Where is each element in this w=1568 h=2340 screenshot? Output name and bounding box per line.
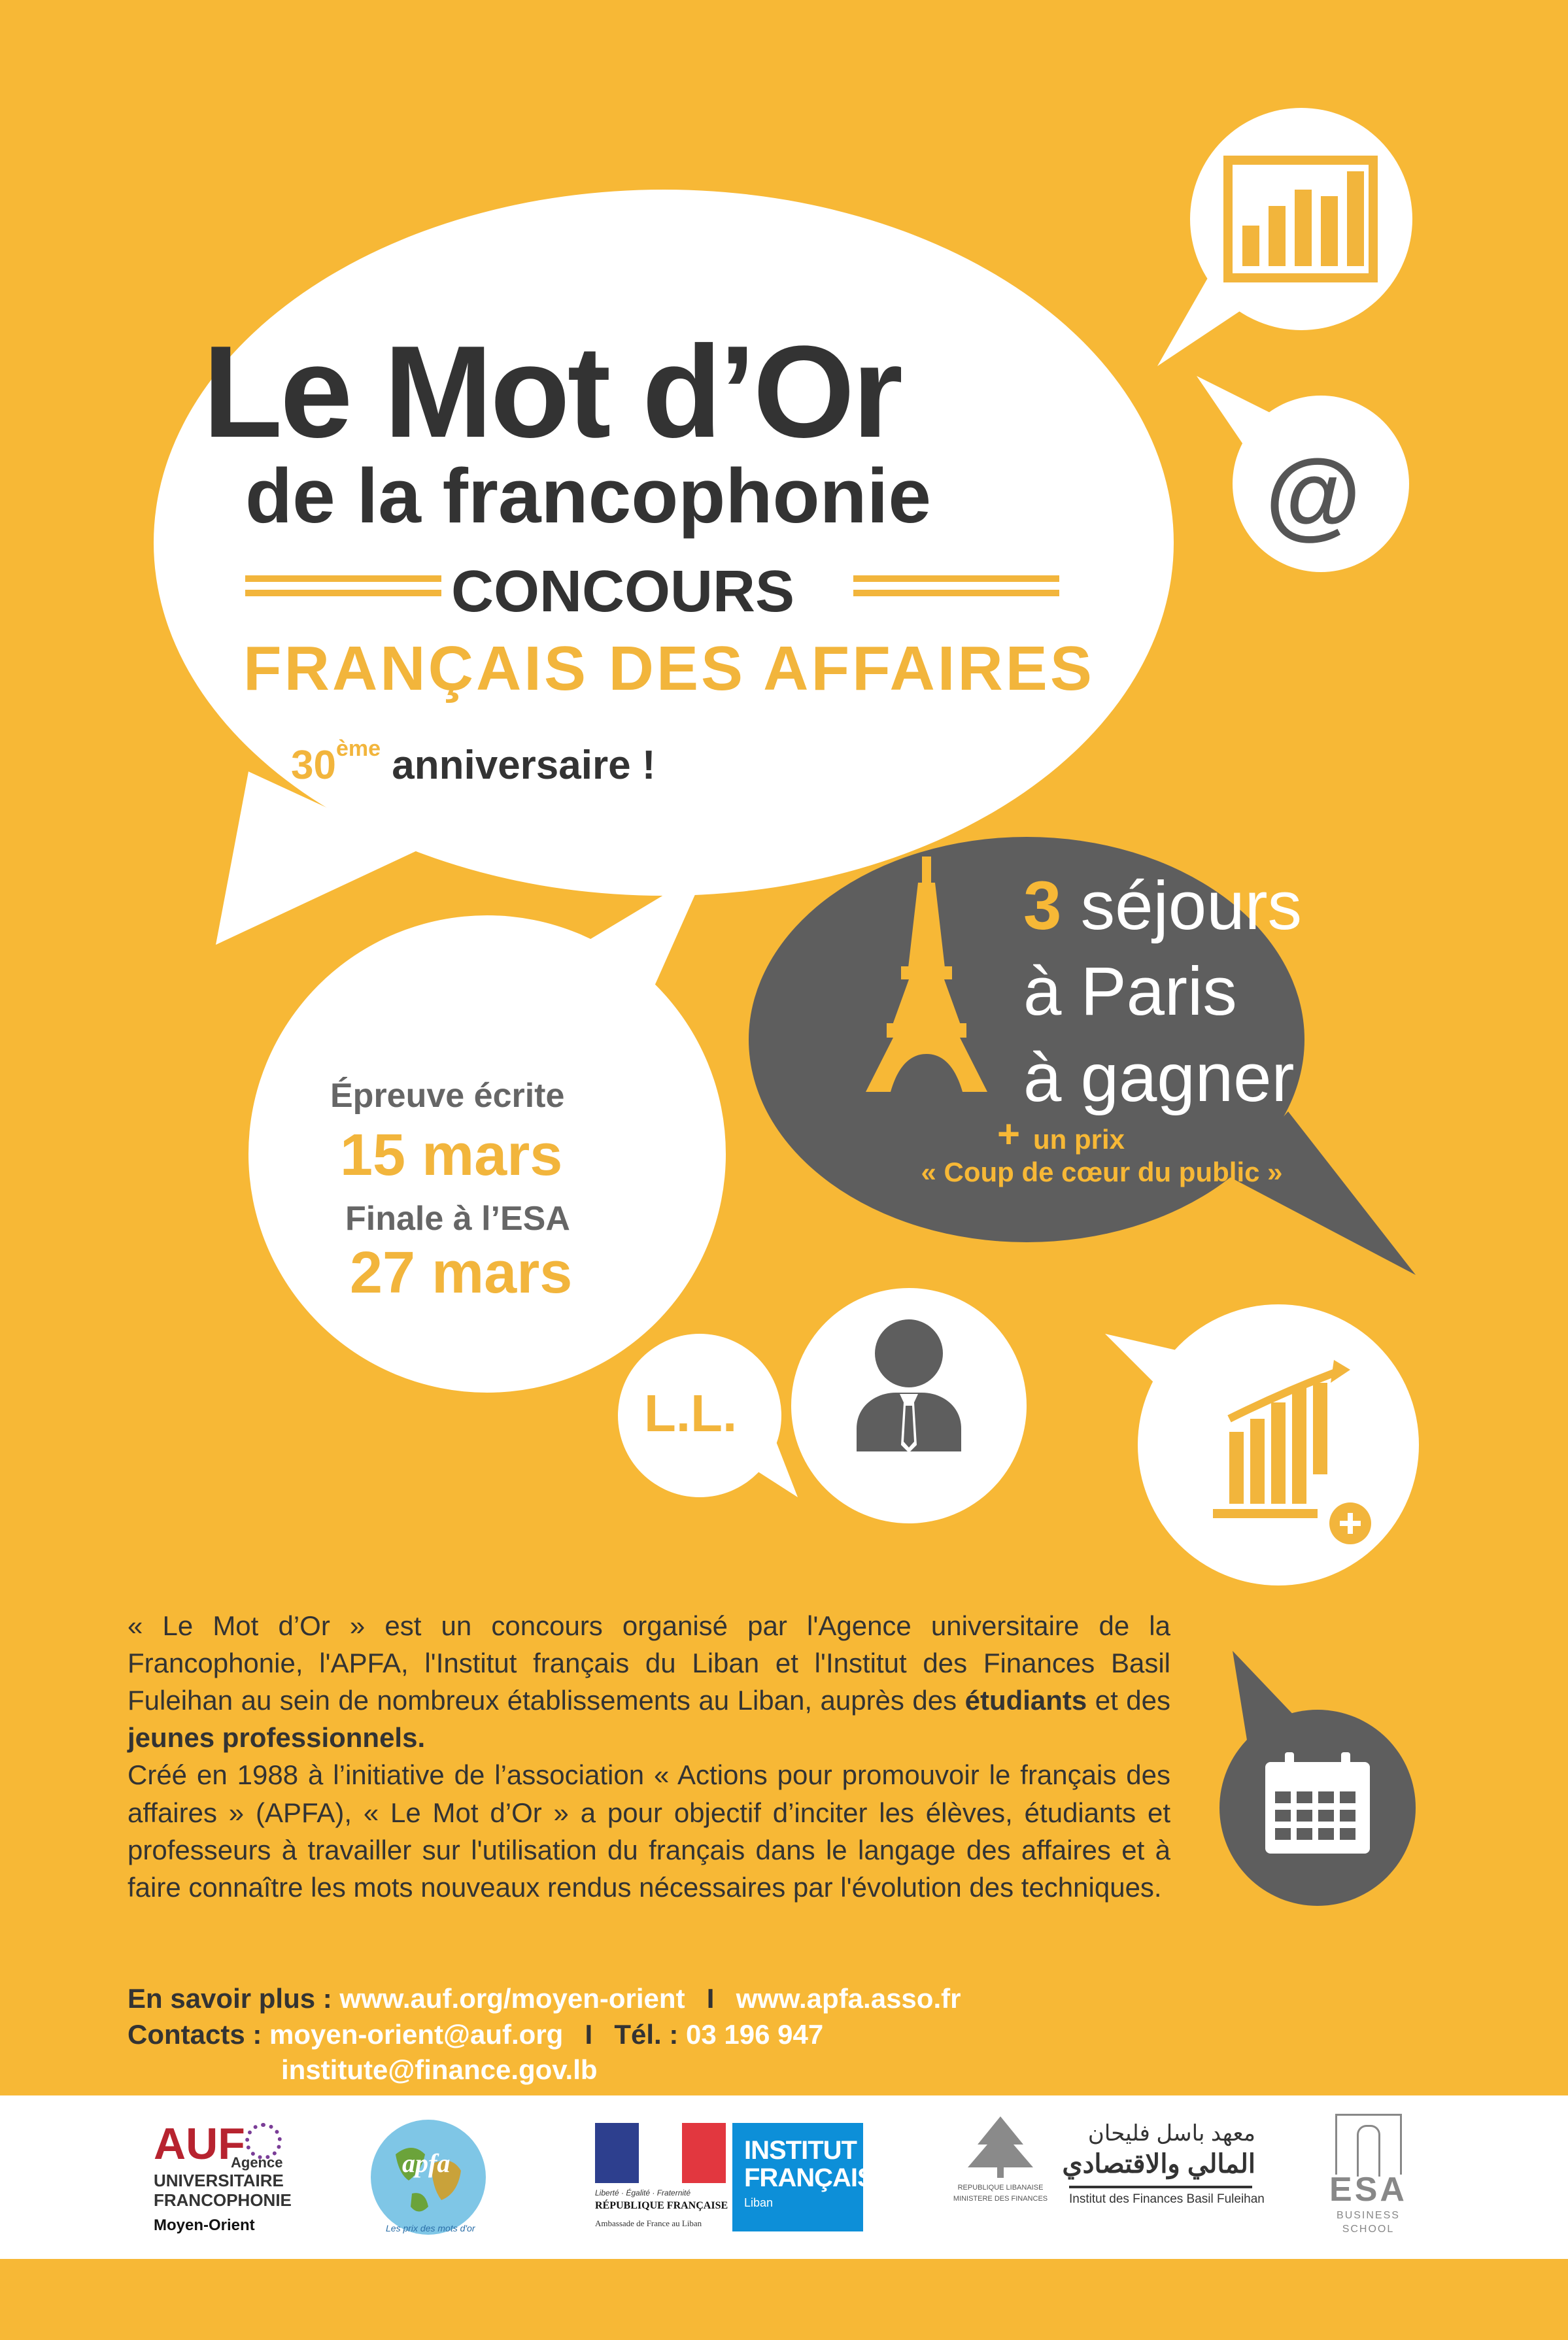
prize-line-1 bbox=[1023, 863, 1389, 949]
separator: I bbox=[706, 1983, 715, 2014]
title-line-1: Le Mot d’Or bbox=[203, 319, 901, 465]
prize-line-2: à Paris bbox=[1023, 953, 1237, 1030]
anniversary-text bbox=[291, 736, 814, 788]
ifbf-underline bbox=[1069, 2186, 1252, 2188]
rf-motto: Liberté · Égalité · Fraternité bbox=[595, 2188, 691, 2197]
plus-icon: + bbox=[997, 1112, 1021, 1156]
ifbf-french: Institut des Finances Basil Fuleihan bbox=[1069, 2192, 1265, 2206]
final-label: Finale à l’ESA bbox=[345, 1200, 570, 1238]
auf-logo-line-1: Agence bbox=[231, 2154, 283, 2171]
if-line-1: INSTITUT bbox=[744, 2136, 857, 2165]
extra-prize-line-1: un prix bbox=[1033, 1124, 1125, 1155]
ifbf-arabic-1: معهد باسل فليحان bbox=[1087, 2121, 1255, 2146]
ll-label: L.L. bbox=[644, 1384, 738, 1442]
cedar-emblem-icon bbox=[945, 2109, 1056, 2180]
subtitle: FRANÇAIS DES AFFAIRES bbox=[243, 634, 1095, 704]
apfa-logo-subtext: Les prix des mots d'or bbox=[386, 2223, 475, 2233]
calendar-icon bbox=[1265, 1752, 1370, 1854]
written-exam-label: Épreuve écrite bbox=[330, 1077, 565, 1115]
description-period: . bbox=[417, 1722, 426, 1754]
marianne-icon bbox=[595, 2123, 726, 2183]
auf-logo-line-4: Moyen-Orient bbox=[154, 2216, 255, 2234]
prize-text bbox=[1023, 863, 1389, 1121]
tel-number[interactable]: 03 196 947 bbox=[686, 2018, 824, 2050]
description-paragraph-2: Créé en 1988 à l’initiative de l’association « Actions pour promouvoir le français des affaires » (APFA), « Le Mot d’Or » a pour objectif d’inciter les élèves, étudiants et professeurs à travailler sur l'utilisation du français dans le langage des affaires et à faire connaître les mots nouveaux rendus nécessaires par l'évolution des techniques. bbox=[128, 1759, 1170, 1903]
contacts-line bbox=[128, 2017, 1174, 2053]
description-paragraph-1 bbox=[128, 1607, 1170, 1756]
auf-logo-main: AUF bbox=[154, 2119, 245, 2169]
anniversary-label: anniversaire ! bbox=[381, 743, 656, 788]
description bbox=[128, 1607, 1170, 1906]
rf-name: RÉPUBLIQUE FRANÇAISE bbox=[595, 2200, 728, 2211]
email-finance[interactable]: institute@finance.gov.lb bbox=[281, 2054, 598, 2086]
institut-francais-box bbox=[732, 2123, 874, 2231]
email-line-2 bbox=[128, 2052, 1174, 2088]
anniversary-sup: ème bbox=[335, 736, 381, 761]
republique-francaise-logo bbox=[595, 2109, 726, 2246]
esa-text: ESA bbox=[1329, 2171, 1407, 2209]
ifbf-arabic-2: المالي والاقتصادي bbox=[1062, 2150, 1255, 2179]
if-sub: Liban bbox=[744, 2196, 774, 2209]
prize-line-1-rest: séjours bbox=[1061, 868, 1303, 944]
auf-logo-line-3: FRANCOPHONIE bbox=[154, 2190, 292, 2210]
anniversary-number: 30 bbox=[291, 743, 336, 788]
more-info-label: En savoir plus : bbox=[128, 1983, 340, 2014]
institut-finances-logo bbox=[1062, 2109, 1265, 2246]
description-bold-professionals: jeunes professionnels bbox=[128, 1722, 418, 1754]
rf-subtitle: Ambassade de France au Liban bbox=[595, 2218, 702, 2228]
esa-sub-2: SCHOOL bbox=[1342, 2224, 1395, 2235]
apfa-link[interactable]: www.apfa.asso.fr bbox=[736, 1983, 961, 2014]
concours-label: CONCOURS bbox=[451, 559, 795, 624]
final-date: 27 mars bbox=[350, 1240, 573, 1306]
apfa-logo-text: apfa bbox=[402, 2148, 451, 2178]
extra-prize-line-2: « Coup de cœur du public » bbox=[921, 1157, 1283, 1187]
rl-line-1: REPUBLIQUE LIBANAISE bbox=[957, 2184, 1044, 2192]
at-icon: @ bbox=[1265, 439, 1361, 549]
prize-count: 3 bbox=[1023, 868, 1062, 944]
description-bold-students: étudiants bbox=[964, 1685, 1087, 1716]
contacts-label: Contacts : bbox=[128, 2018, 270, 2050]
separator: I bbox=[585, 2018, 593, 2050]
institut-francais-logo bbox=[732, 2109, 874, 2246]
auf-logo bbox=[154, 2109, 292, 2246]
esa-door-icon bbox=[1335, 2114, 1402, 2175]
contact-info bbox=[128, 1981, 1174, 2088]
more-info-line bbox=[128, 1981, 1174, 2017]
title-line-2: de la francophonie bbox=[245, 453, 932, 539]
rl-line-2: MINISTERE DES FINANCES bbox=[953, 2195, 1048, 2203]
republique-libanaise-logo bbox=[945, 2109, 1056, 2246]
email-auf[interactable]: moyen-orient@auf.org bbox=[269, 2018, 564, 2050]
esa-logo bbox=[1327, 2109, 1412, 2246]
if-line-2: FRANÇAIS bbox=[744, 2163, 874, 2192]
description-text-c: et des bbox=[1087, 1685, 1170, 1716]
written-exam-date: 15 mars bbox=[340, 1123, 563, 1188]
auf-logo-line-2: UNIVERSITAIRE bbox=[154, 2171, 284, 2190]
tel-label: Tél. : bbox=[614, 2018, 687, 2050]
auf-link[interactable]: www.auf.org/moyen-orient bbox=[339, 1983, 685, 2014]
description-text-a: « Le Mot d’Or » est un concours organisé par l'Agence universitaire de la Francophonie, l'APFA, l'Institut français du Liban et l'Institut des Finances Basil Fuleihan au sein de nombreux établissements au Liban, auprès des bbox=[128, 1610, 1170, 1716]
prize-line-3: à gagner bbox=[1023, 1039, 1295, 1116]
esa-sub-1: BUSINESS bbox=[1337, 2210, 1400, 2221]
partner-logos-strip bbox=[0, 2095, 1568, 2259]
apfa-logo bbox=[360, 2109, 497, 2246]
